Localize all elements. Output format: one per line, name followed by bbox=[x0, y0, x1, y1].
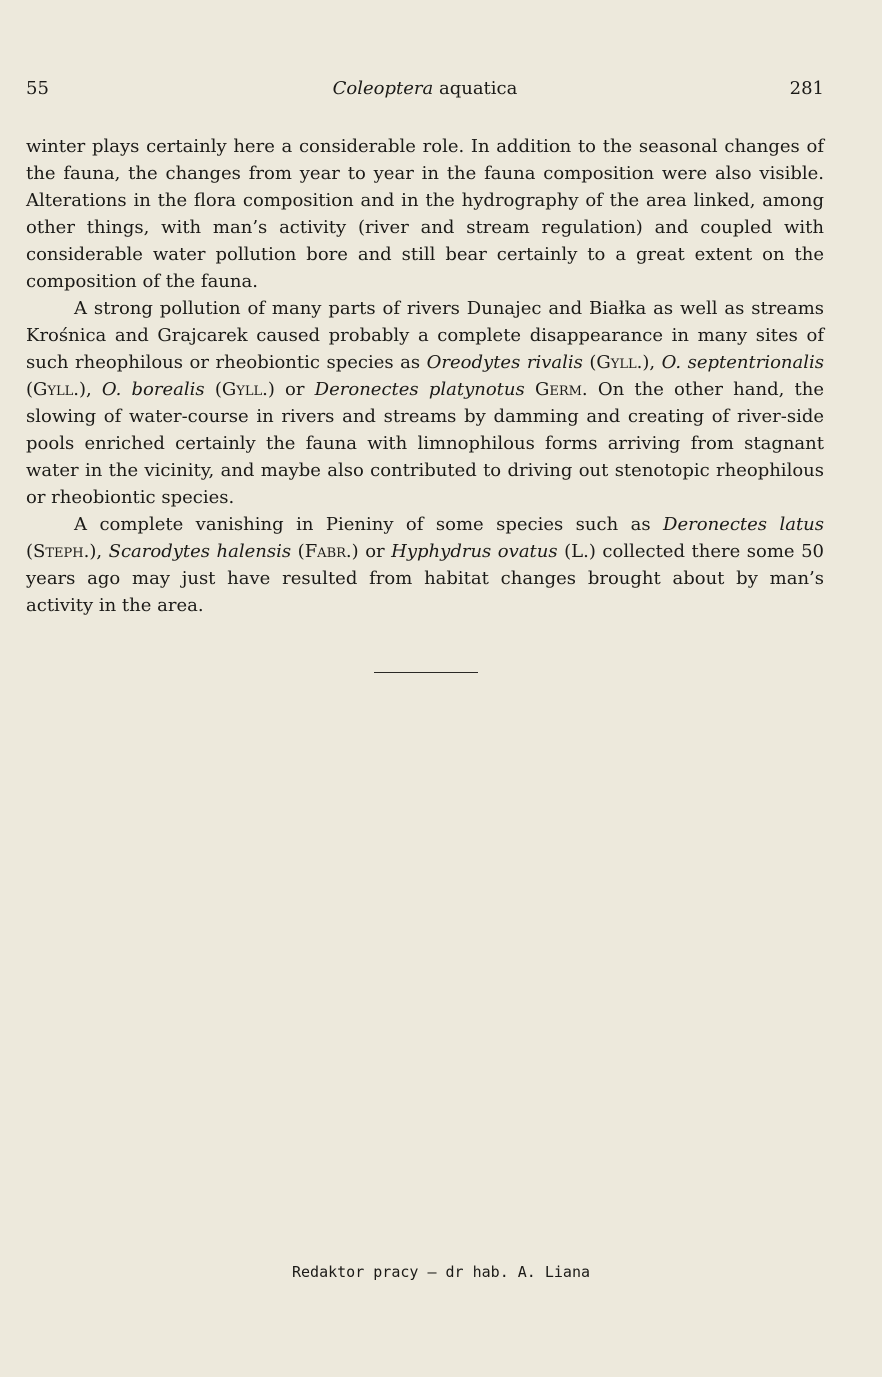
text-run: On the other hand, the slowing of water-course in rivers and streams by damming and creating of river-side pools enriched certainly the fauna with limnophilous forms arriving from stagnant water in the vicinity, and maybe also contributed to driving out stenotopic rheophilous or rheobiontic species. bbox=[26, 379, 824, 508]
text-run: ) or bbox=[267, 379, 315, 400]
author-abbreviation: Germ. bbox=[534, 379, 588, 400]
text-run: ( bbox=[582, 352, 597, 373]
text-run: ( bbox=[26, 379, 34, 400]
text-run: ( bbox=[204, 379, 222, 400]
species-name: Oreodytes rivalis bbox=[426, 352, 583, 373]
text-run: (L.) collected there some 50 years ago may just have resulted from habitat changes brought about by man’s activity in the area. bbox=[26, 541, 825, 616]
author-abbreviation: Gyll. bbox=[221, 379, 268, 400]
editor-credit: Redaktor pracy — dr hab. A. Liana bbox=[291, 1263, 590, 1281]
paragraph-3 bbox=[26, 511, 824, 619]
text-run: ( bbox=[26, 541, 34, 562]
text-run bbox=[525, 379, 535, 400]
species-name: O. septentrionalis bbox=[661, 352, 825, 373]
body-text bbox=[26, 133, 824, 619]
species-name: Scarodytes halensis bbox=[108, 541, 292, 562]
running-title bbox=[26, 78, 824, 99]
species-name: Hyphydrus ovatus bbox=[391, 541, 558, 562]
author-abbreviation: Gyll. bbox=[33, 379, 79, 400]
text-run: ) or bbox=[351, 541, 392, 562]
section-separator-rule bbox=[374, 672, 478, 673]
species-name: Deronectes platynotus bbox=[314, 379, 525, 400]
author-abbreviation: Fabr. bbox=[304, 541, 352, 562]
text-run: ( bbox=[291, 541, 305, 562]
page-number-left: 55 bbox=[26, 78, 49, 99]
text-run: ), bbox=[78, 379, 102, 400]
species-name: O. borealis bbox=[101, 379, 205, 400]
text-run: ), bbox=[89, 541, 109, 562]
text-run: winter plays certainly here a considerable role. In addition to the seasonal changes of the fauna, the changes from year to year in the fauna composition were also visible. Alterations in the flora composition and in the hydrography of the area linked, among other things, with man’s activity (river and stream regulation) and coupled with considerable water pollution bore and still bear certainly to a great extent on the composition of the fauna. bbox=[26, 136, 824, 292]
running-title-rest: aquatica bbox=[433, 78, 518, 99]
running-title-italic: Coleoptera bbox=[332, 78, 434, 99]
page-number-right: 281 bbox=[789, 78, 824, 99]
author-abbreviation: Steph. bbox=[33, 541, 90, 562]
paragraph-1 bbox=[26, 133, 824, 295]
paragraph-2 bbox=[26, 295, 824, 511]
text-run: ), bbox=[642, 352, 662, 373]
running-head bbox=[26, 78, 824, 108]
text-run: A complete vanishing in Pieniny of some species such as bbox=[74, 514, 664, 535]
species-name: Deronectes latus bbox=[663, 514, 825, 535]
text-run: A strong pollution of many parts of rivers Dunajec and Białka as well as streams Krośnica and Grajcarek caused probably a complete disappearance in many sites of such rheophilous or rheobiontic species as bbox=[26, 298, 824, 373]
author-abbreviation: Gyll. bbox=[596, 352, 643, 373]
